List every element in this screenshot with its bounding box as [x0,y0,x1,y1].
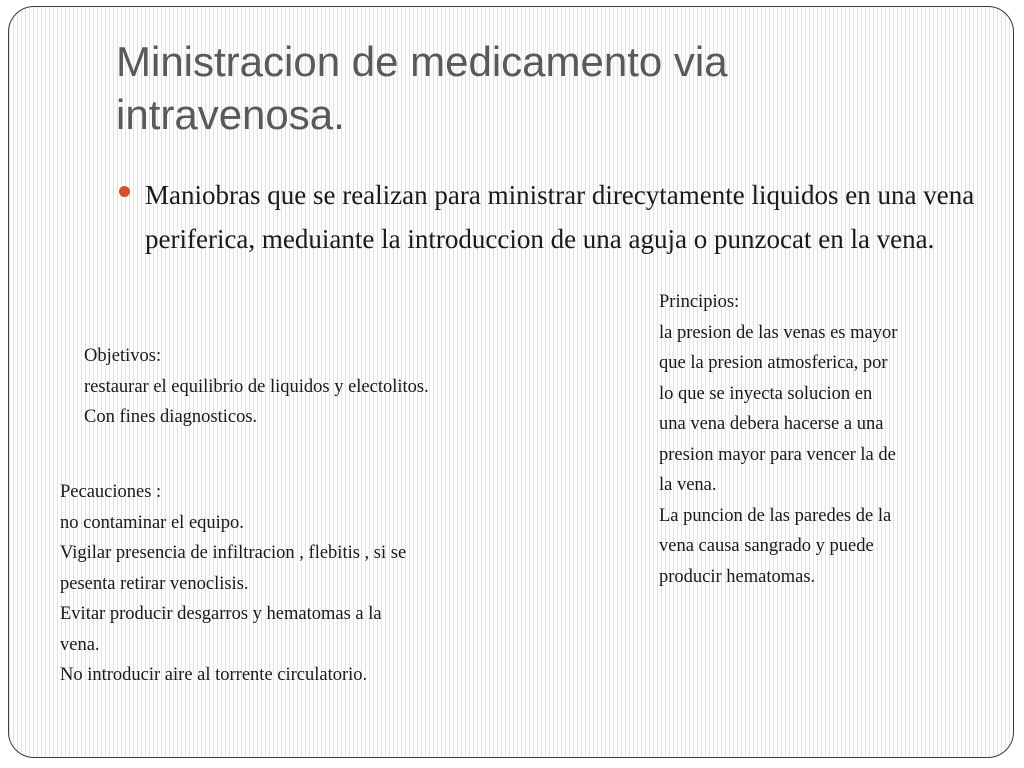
principios-line: vena causa sangrado y puede [659,536,874,556]
bullet-dot-icon [119,186,130,197]
principios-line: la presion de las venas es mayor [659,322,898,343]
precauciones-block [60,477,406,691]
principios-line: presion mayor para vencer la de [659,444,896,465]
principios-line: La puncion de las paredes de la [659,505,892,526]
principios-line: producir hematomas. [659,566,816,587]
main-bullet [119,173,979,261]
precauciones-line: Evitar producir desgarros y hematomas a la [60,604,382,624]
principios-block [659,287,897,592]
precauciones-line: No introducir aire al torrente circulatorio. [60,665,368,685]
precauciones-line: pesenta retirar venoclisis. [60,573,249,594]
principios-line: que la presion atmosferica, por [659,353,888,373]
precauciones-line: vena. [60,634,100,655]
principios-line: lo que se inyecta solucion en [659,383,873,404]
objetivos-line: restaurar el equilibrio de liquidos y electolitos. [84,376,429,397]
objetivos-line: Con fines diagnosticos. [84,407,258,427]
slide-title: Ministracion de medicamento via intravenosa. [116,38,728,138]
principios-line: la vena. [659,475,717,495]
bullet-text: Maniobras que se realizan para ministrar direcytamente liquidos en una vena periferica, meduiante la introduccion de una aguja o punzocat en la vena. [145,180,975,254]
principios-heading: Principios: [659,292,740,312]
objetivos-heading: Objetivos: [84,346,162,366]
slide-frame [8,6,1014,758]
precauciones-heading: Pecauciones : [60,482,162,502]
objetivos-block [84,341,429,433]
principios-line: una vena debera hacerse a una [659,414,884,434]
precauciones-line: no contaminar el equipo. [60,512,244,533]
precauciones-line: Vigilar presencia de infiltracion , flebitis , si se [60,543,407,563]
